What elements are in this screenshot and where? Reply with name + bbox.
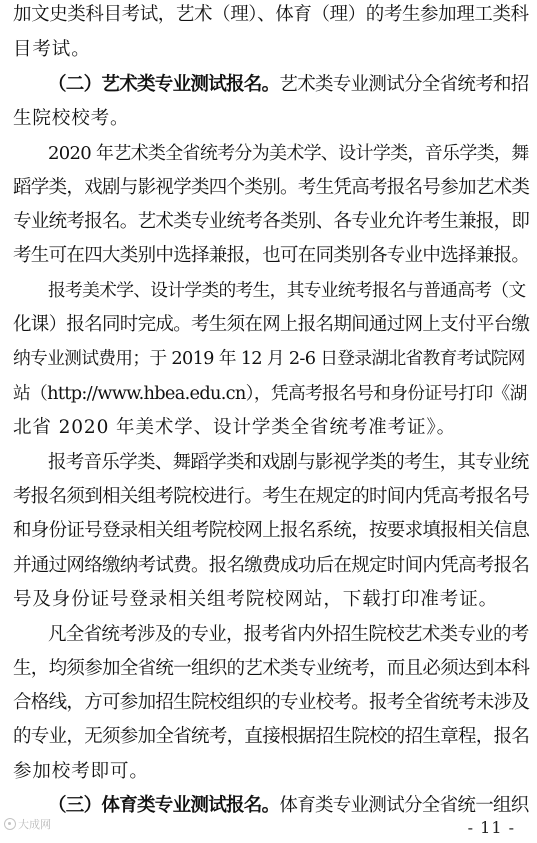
text-line: 体育类专业测试分全省统一组织 [279, 795, 529, 816]
text-line: 生院校校考。 [13, 108, 130, 129]
text-line: 加文史类科目考试，艺术（理）、体育（理）的考生参加理工类科 [13, 4, 529, 25]
text-line: 目考试。 [13, 39, 91, 60]
text-line: 站（http://www.hbea.edu.cn），凭高考报名号和身份证号打印《湖 [13, 384, 527, 404]
camera-icon [4, 818, 16, 830]
text-line: 纳专业测试费用；于 2019 年 12 月 2-6 日登录湖北省教育考试院网 [13, 349, 525, 369]
section-heading-3-line [48, 795, 529, 817]
text-line: 2020 年艺术类全省统考分为美术学、设计学类，音乐学类，舞 [48, 143, 529, 164]
text-line: 专业统考报名。艺术类专业统考各类别、各专业允许考生兼报，即 [13, 211, 530, 232]
text-line: 北省 2020 年美术学、设计学类全省统考准考证》。 [13, 417, 456, 438]
watermark [4, 816, 51, 832]
text-line: 报考音乐学类、舞蹈学类和戏剧与影视学类的考生，其专业统 [48, 452, 529, 473]
section-heading-2-line [48, 74, 529, 96]
text-line: 生，均须参加全省统一组织的艺术类专业统考，而且必须达到本科 [13, 658, 530, 679]
text-line: 考报名须到相关组考院校进行。考生在规定的时间内凭高考报名号 [13, 486, 530, 507]
text-line: 号及身份证号登录相关组考院校网站，下载打印准考证。 [13, 589, 499, 610]
text-line: 凡全省统考涉及的专业，报考省内外招生院校艺术类专业的考 [48, 624, 529, 645]
text-line: 的专业，无须参加全省统考，直接根据招生院校的招生章程，报名 [13, 726, 530, 747]
section-heading-2: （二）艺术类专业测试报名。 [48, 74, 280, 95]
text-line: 考生可在四大类别中选择兼报，也可在同类别各专业中选择兼报。 [13, 245, 530, 266]
text-line: 并通过网络缴纳考试费。报名缴费成功后在规定时间内凭高考报名 [13, 555, 530, 576]
text-line: 和身份证号登录相关组考院校网上报名系统，按要求填报相关信息 [13, 520, 530, 541]
text-line: 参加校考即可。 [13, 761, 149, 782]
watermark-text: 大成网 [18, 818, 51, 831]
page-number: - 11 - [467, 818, 515, 837]
text-line: 艺术类专业测试分全省统考和招 [279, 74, 529, 95]
text-line: 蹈学类，戏剧与影视学类四个类别。考生凭高考报名号参加艺术类 [13, 177, 530, 198]
text-line: 报考美术学、设计学类的考生，其专业统考报名与普通高考（文 [48, 281, 526, 301]
text-line: 合格线，方可参加招生院校组织的专业校考。报考全省统考未涉及 [13, 692, 530, 713]
section-heading-3: （三）体育类专业测试报名。 [48, 795, 280, 816]
text-line: 化课）报名同时完成。考生须在网上报名期间通过网上支付平台缴 [13, 314, 530, 335]
